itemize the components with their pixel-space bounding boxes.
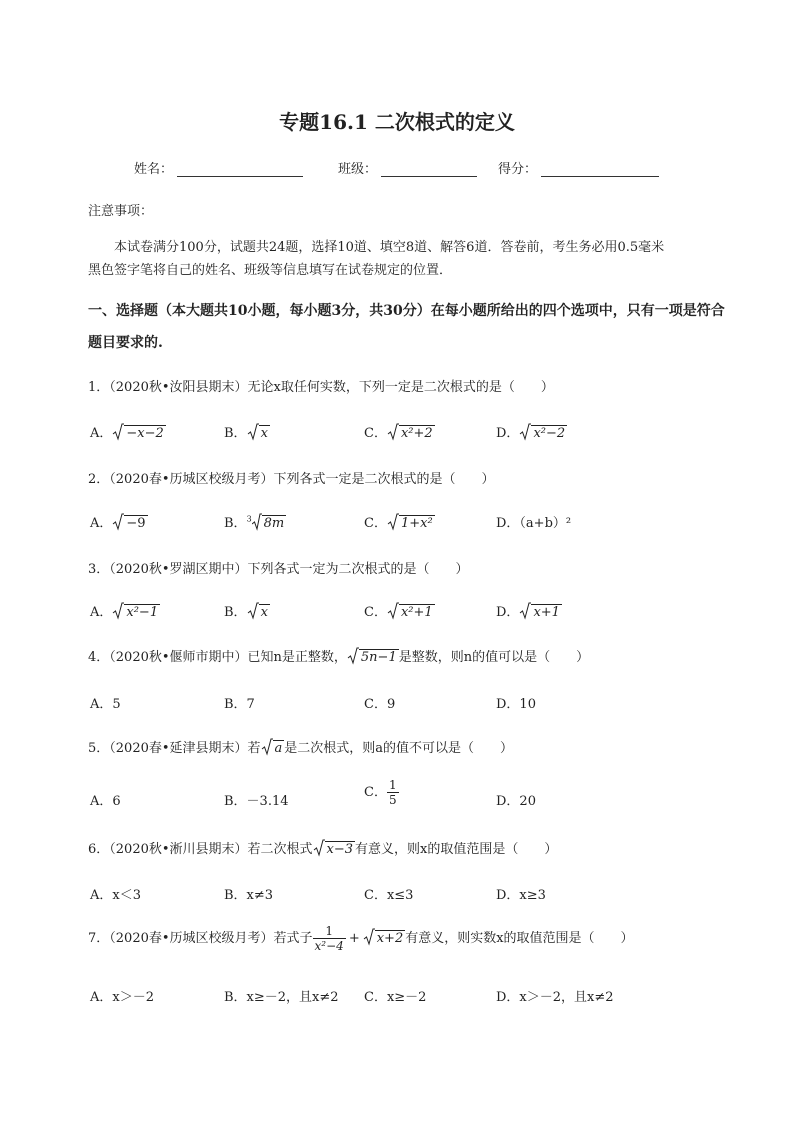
score-line[interactable] [541,162,659,177]
radicand: x [260,426,268,441]
q3-option-d[interactable] [496,601,562,624]
class-line[interactable] [381,162,477,177]
class-label: 班级： [338,162,378,177]
section-line-2: 题目要求的. [88,335,163,351]
name-field[interactable] [134,158,303,177]
root-index: 3 [246,514,252,524]
q7-option-c[interactable]: C．x≥－2 [364,990,427,1005]
sqrt-icon [247,602,259,624]
option-letter: B． [224,426,247,441]
option-letter: C． [364,605,387,620]
sqrt-icon [519,423,531,445]
notice-line-2: 黑色签字笔将自己的姓名、班级等信息填写在试卷规定的位置． [88,263,453,278]
radicand: x−3 [326,842,354,857]
option-letter: C． [364,785,387,800]
question-6-stem [88,838,557,861]
score-field[interactable] [498,158,659,177]
sqrt-icon [387,602,399,624]
numerator: 1 [388,778,397,792]
q4-option-b[interactable]: B．7 [224,697,255,712]
radicand: x²−1 [126,605,159,620]
q7-option-d[interactable]: D．x＞－2，且x≠2 [496,990,614,1005]
q5-option-a[interactable]: A．6 [90,794,121,809]
q7-option-b[interactable]: B．x≥－2，且x≠2 [224,990,339,1005]
notice-heading: 注意事项： [88,204,154,219]
stem-text: 有意义，则实数x的取值范围是（ ） [405,931,634,946]
sqrt-icon [247,423,259,445]
radicand: −x−2 [126,426,164,441]
radicand: x²+2 [400,426,433,441]
sqrt-icon [313,839,325,861]
stem-text: 6．（2020秋•淅川县期末）若二次根式 [88,842,313,857]
sqrt-icon [387,423,399,445]
option-letter: A． [90,516,113,531]
sqrt-icon [112,513,124,535]
stem-text: 是整数，则n的值可以是（ ） [398,650,590,665]
denominator: 5 [388,793,397,807]
option-letter: B． [224,605,247,620]
stem-text: 5．（2020春•延津县期末）若 [88,741,261,756]
radicand: a [274,741,283,756]
fraction [387,778,399,807]
q2-option-c[interactable] [364,512,435,535]
question-5-stem [88,737,513,760]
q4-option-d[interactable]: D．10 [496,697,536,712]
question-7-stem [88,924,634,953]
q2-option-b[interactable] [224,512,286,535]
question-2-stem: 2．（2020春•历城区校级月考）下列各式一定是二次根式的是（ ） [88,472,495,487]
question-3-stem: 3．（2020秋•罗湖区期中）下列各式一定为二次根式的是（ ） [88,562,469,577]
section-line-1: 一、选择题（本大题共10小题，每小题3分，共30分）在每小题所给出的四个选项中，只有一项是符合 [88,303,725,319]
radicand: x+1 [533,605,560,620]
q3-option-a[interactable] [90,601,160,624]
radicand: 5n−1 [360,650,397,665]
sqrt-icon [347,647,359,669]
option-letter: B． [224,516,247,531]
denominator: x²−4 [314,939,344,953]
q6-option-c[interactable]: C．x≤3 [364,888,414,903]
sqrt-icon [112,423,124,445]
q4-option-c[interactable]: C．9 [364,697,396,712]
q6-option-d[interactable]: D．x≥3 [496,888,546,903]
stem-text: 4．（2020秋•偃师市期中）已知n是正整数， [88,650,347,665]
option-letter: A． [90,605,113,620]
q3-option-c[interactable] [364,601,435,624]
option-letter: C． [364,516,387,531]
sqrt-icon [363,928,375,950]
q5-option-c[interactable] [364,778,399,807]
q4-option-a[interactable]: A．5 [90,697,121,712]
score-label: 得分： [498,162,538,177]
q2-option-a[interactable] [90,512,148,535]
q1-option-a[interactable] [90,422,166,445]
q5-option-d[interactable]: D．20 [496,794,536,809]
plus-sign: + [348,931,360,946]
q1-option-c[interactable] [364,422,435,445]
option-letter: D． [496,605,520,620]
sqrt-icon [112,602,124,624]
fraction [313,924,346,953]
numerator: 1 [313,924,346,939]
notice-line-1: 本试卷满分100分，试题共24题，选择10道、填空8道、解答6道．答卷前，考生务必用0.5毫米 [114,240,665,255]
radicand: 8m [263,516,285,531]
question-1-stem: 1．（2020秋•汝阳县期末）无论x取任何实数，下列一定是二次根式的是（ ） [88,380,554,395]
sqrt-icon [519,602,531,624]
radicand: x [260,605,268,620]
radicand: x+2 [376,931,404,946]
option-letter: C． [364,426,387,441]
q5-option-b[interactable]: B．－3.14 [224,794,289,809]
radicand: −9 [126,516,146,531]
sqrt-icon [261,738,273,760]
class-field[interactable] [338,158,477,177]
radicand: 1+x² [400,516,433,531]
option-letter: D． [496,426,520,441]
question-4-stem [88,646,589,669]
q2-option-d[interactable]: D．（a+b）² [496,516,572,531]
q6-option-b[interactable]: B．x≠3 [224,888,274,903]
radicand: x²+1 [400,605,433,620]
q7-option-a[interactable]: A．x＞－2 [90,990,154,1005]
sqrt-icon [252,513,262,535]
q1-option-d[interactable] [496,422,567,445]
name-line[interactable] [177,162,303,177]
name-label: 姓名： [134,162,174,177]
option-letter: A． [90,426,113,441]
q6-option-a[interactable]: A．x＜3 [90,888,141,903]
radicand: x²−2 [533,426,566,441]
stem-text: 7．（2020春•历城区校级月考）若式子 [88,931,313,946]
sqrt-icon [387,513,399,535]
stem-text: 是二次根式，则a的值不可以是（ ） [284,741,514,756]
q3-option-b[interactable] [224,601,270,624]
stem-text: 有意义，则x的取值范围是（ ） [355,842,558,857]
page-title: 专题16.1 二次根式的定义 [279,110,515,134]
q1-option-b[interactable] [224,422,270,445]
